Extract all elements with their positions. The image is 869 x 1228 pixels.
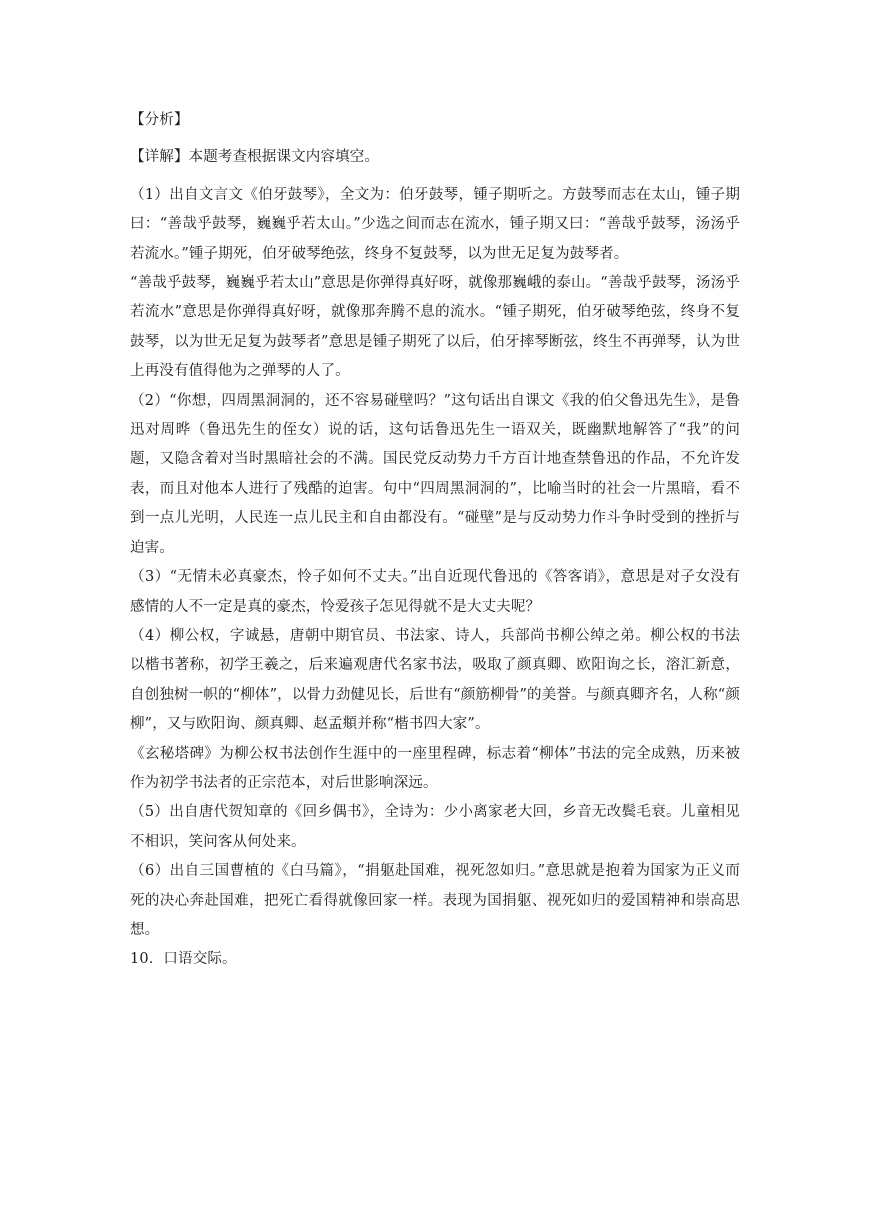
- document-body: [130, 106, 740, 975]
- question-10-title: 10．口语交际。: [130, 951, 237, 968]
- section-heading: 【分析】: [130, 112, 189, 128]
- paragraph-1: （1）出自文言文《伯牙鼓琴》，全文为：伯牙鼓琴，锺子期听之。方鼓琴而志在太山，锺子期曰：“善哉乎鼓琴，巍巍乎若太山。”少选之间而志在流水，锺子期又曰：“善哉乎鼓琴，汤汤乎若流水。”锺子期死，伯牙破琴绝弦，终身不复鼓琴，以为世无足复为鼓琴者。: [130, 186, 740, 262]
- detail-intro: 【详解】本题考查根据课文内容填空。: [130, 149, 380, 166]
- paragraph-3: （2）“你想，四周黑洞洞的，还不容易碰壁吗？”这句话出自课文《我的伯父鲁迅先生》，是鲁迅对周晔（鲁迅先生的侄女）说的话，这句话鲁迅先生一语双关，既幽默地解答了“我”的问题，又隐含着对当时黑暗社会的不满。国民党反动势力千方百计地查禁鲁迅的作品，不允许发表，而且对他本人进行了残酷的迫害。句中“四周黑洞洞的”，比喻当时的社会一片黑暗，看不到一点儿光明，人民连一点儿民主和自由都没有。“碰壁”是与反动势力作斗争时受到的挫折与迫害。: [130, 392, 740, 556]
- paragraph-6: 《玄秘塔碑》为柳公权书法创作生涯中的一座里程碑，标志着“柳体”书法的完全成熟，历来被作为初学书法者的正宗范本，对后世影响深远。: [130, 745, 740, 791]
- paragraph-4: （3）“无情未必真豪杰，怜子如何不丈夫。”出自近现代鲁迅的《答客诮》，意思是对子女没有感情的人不一定是真的豪杰，怜爱孩子怎见得就不是大丈夫呢？: [130, 569, 740, 615]
- paragraph-8: （6）出自三国曹植的《白马篇》，“捐躯赴国难，视死忽如归。”意思就是抱着为国家为正义而死的决心奔赴国难，把死亡看得就像回家一样。表现为国捐躯、视死如归的爱国精神和崇高思想。: [130, 863, 740, 938]
- paragraph-5: （4）柳公权，字诚悬，唐朝中期官员、书法家、诗人，兵部尚书柳公绰之弟。柳公权的书法以楷书著称，初学王羲之，后来遍观唐代名家书法，吸取了颜真卿、欧阳询之长，溶汇新意，自创独树一帜的“柳体”，以骨力劲健见长，后世有“颜筋柳骨”的美誉。与颜真卿齐名，人称“颜柳”，又与欧阳询、颜真卿、赵孟頫并称“楷书四大家”。: [130, 627, 740, 733]
- paragraph-7: （5）出自唐代贺知章的《回乡偶书》，全诗为：少小离家老大回，乡音无改鬓毛衰。儿童相见不相识，笑问客从何处来。: [130, 804, 740, 850]
- paragraph-2: “善哉乎鼓琴，巍巍乎若太山”意思是你弹得真好呀，就像那巍峨的泰山。“善哉乎鼓琴，汤汤乎若流水”意思是你弹得真好呀，就像那奔腾不息的流水。“锺子期死，伯牙破琴绝弦，终身不复鼓琴，以为世无足复为鼓琴者”意思是锺子期死了以后，伯牙摔琴断弦，终生不再弹琴，认为世上再没有值得他为之弹琴的人了。: [130, 275, 740, 380]
